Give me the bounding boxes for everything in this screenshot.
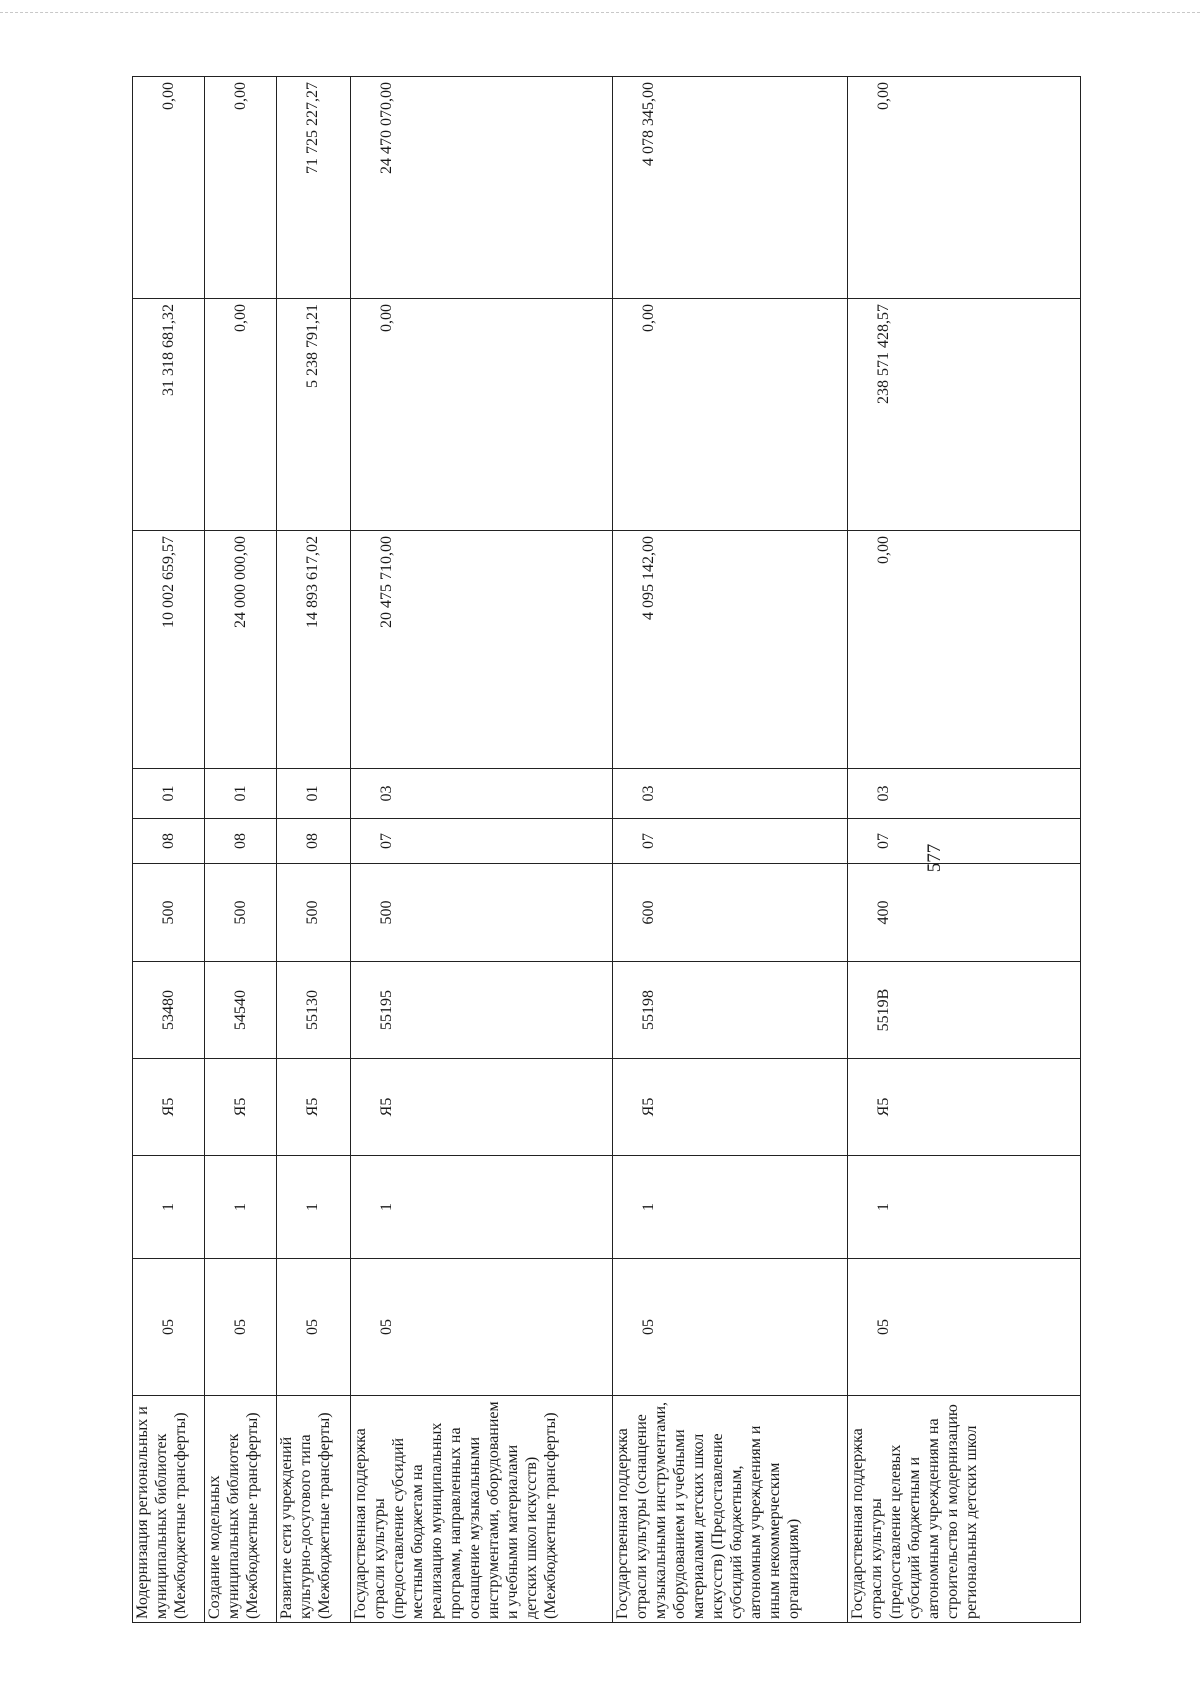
cell-direction: 54540 bbox=[205, 962, 277, 1059]
cell-subsection: 01 bbox=[277, 769, 351, 819]
cell-amount-2: 0,00 bbox=[613, 299, 848, 531]
cell-expense-type: 500 bbox=[133, 864, 205, 962]
cell-expense-type: 500 bbox=[351, 864, 613, 962]
cell-direction: 55195 bbox=[351, 962, 613, 1059]
cell-project: Я5 bbox=[205, 1059, 277, 1156]
cell-subprogram: 1 bbox=[133, 1156, 205, 1259]
cell-amount-1: 4 095 142,00 bbox=[613, 531, 848, 769]
row-name: Государственная поддержка отрасли культуры (оснащение музыкальными инструментами, оборудованием и учебными материалами детских школ искусств) (Предоставление субсидий бюджетным, автономным учреждениям и иным некоммерческим организациям) bbox=[613, 1396, 848, 1623]
cell-project: Я5 bbox=[351, 1059, 613, 1156]
cell-direction: 53480 bbox=[133, 962, 205, 1059]
cell-expense-type: 500 bbox=[277, 864, 351, 962]
cell-subsection: 03 bbox=[613, 769, 848, 819]
cell-project: Я5 bbox=[133, 1059, 205, 1156]
cell-amount-2: 0,00 bbox=[351, 299, 613, 531]
cell-expense-type: 400 bbox=[848, 864, 1081, 962]
row-name: Модернизация региональных и муниципальных библиотек (Межбюджетные трансферты) bbox=[133, 1396, 205, 1623]
cell-section: 07 bbox=[613, 819, 848, 864]
cell-direction: 5519В bbox=[848, 962, 1081, 1059]
cell-subsection: 01 bbox=[205, 769, 277, 819]
cell-amount-1: 14 893 617,02 bbox=[277, 531, 351, 769]
cell-expense-type: 600 bbox=[613, 864, 848, 962]
cell-project: Я5 bbox=[277, 1059, 351, 1156]
table-body bbox=[133, 77, 1081, 1623]
cell-amount-2: 0,00 bbox=[205, 299, 277, 531]
cell-expense-type: 500 bbox=[205, 864, 277, 962]
page-number: 577 bbox=[924, 843, 945, 873]
cell-amount-1: 10 002 659,57 bbox=[133, 531, 205, 769]
cell-program: 05 bbox=[133, 1259, 205, 1396]
cell-subprogram: 1 bbox=[277, 1156, 351, 1259]
cell-subprogram: 1 bbox=[848, 1156, 1081, 1259]
cell-section: 07 bbox=[848, 819, 1081, 864]
cell-program: 05 bbox=[613, 1259, 848, 1396]
cell-program: 05 bbox=[277, 1259, 351, 1396]
row-name: Развитие сети учреждений культурно-досугового типа (Межбюджетные трансферты) bbox=[277, 1396, 351, 1623]
cell-subprogram: 1 bbox=[351, 1156, 613, 1259]
cell-program: 05 bbox=[351, 1259, 613, 1396]
budget-table bbox=[132, 76, 1081, 1623]
row-name: Государственная поддержка отрасли культуры (предоставление целевых субсидий бюджетным и автономным учреждениям на строительство и модернизацию региональных детских школ bbox=[848, 1396, 1081, 1623]
cell-section: 08 bbox=[133, 819, 205, 864]
cell-section: 08 bbox=[205, 819, 277, 864]
cell-amount-3: 0,00 bbox=[133, 77, 205, 299]
cell-subsection: 03 bbox=[848, 769, 1081, 819]
cell-section: 08 bbox=[277, 819, 351, 864]
cell-program: 05 bbox=[848, 1259, 1081, 1396]
cell-amount-1: 20 475 710,00 bbox=[351, 531, 613, 769]
table-row bbox=[205, 77, 277, 1623]
table-row bbox=[848, 77, 1081, 1623]
cell-project: Я5 bbox=[613, 1059, 848, 1156]
cell-amount-1: 0,00 bbox=[848, 531, 1081, 769]
cell-project: Я5 bbox=[848, 1059, 1081, 1156]
table-row bbox=[613, 77, 848, 1623]
cell-amount-1: 24 000 000,00 bbox=[205, 531, 277, 769]
cell-amount-3: 0,00 bbox=[848, 77, 1081, 299]
cell-amount-3: 71 725 227,27 bbox=[277, 77, 351, 299]
cell-amount-3: 0,00 bbox=[205, 77, 277, 299]
cell-amount-2: 31 318 681,32 bbox=[133, 299, 205, 531]
cell-subsection: 03 bbox=[351, 769, 613, 819]
cell-amount-3: 4 078 345,00 bbox=[613, 77, 848, 299]
cell-amount-3: 24 470 070,00 bbox=[351, 77, 613, 299]
cell-direction: 55130 bbox=[277, 962, 351, 1059]
cell-subprogram: 1 bbox=[205, 1156, 277, 1259]
table-row bbox=[133, 77, 205, 1623]
cell-direction: 55198 bbox=[613, 962, 848, 1059]
budget-table-sheet bbox=[132, 77, 1080, 1623]
cell-subsection: 01 bbox=[133, 769, 205, 819]
cell-section: 07 bbox=[351, 819, 613, 864]
cell-subprogram: 1 bbox=[613, 1156, 848, 1259]
cell-program: 05 bbox=[205, 1259, 277, 1396]
scan-top-edge bbox=[0, 12, 1200, 13]
row-name: Создание модельных муниципальных библиотек (Межбюджетные трансферты) bbox=[205, 1396, 277, 1623]
table-row bbox=[351, 77, 613, 1623]
cell-amount-2: 5 238 791,21 bbox=[277, 299, 351, 531]
cell-amount-2: 238 571 428,57 bbox=[848, 299, 1081, 531]
row-name: Государственная поддержка отрасли культуры (предоставление субсидий местным бюджетам на реализацию муниципальных программ, направленных на оснащение музыкальными инструментами, оборудованием и учебными материалами детских школ искусств) (Межбюджетные трансферты) bbox=[351, 1396, 613, 1623]
table-row bbox=[277, 77, 351, 1623]
